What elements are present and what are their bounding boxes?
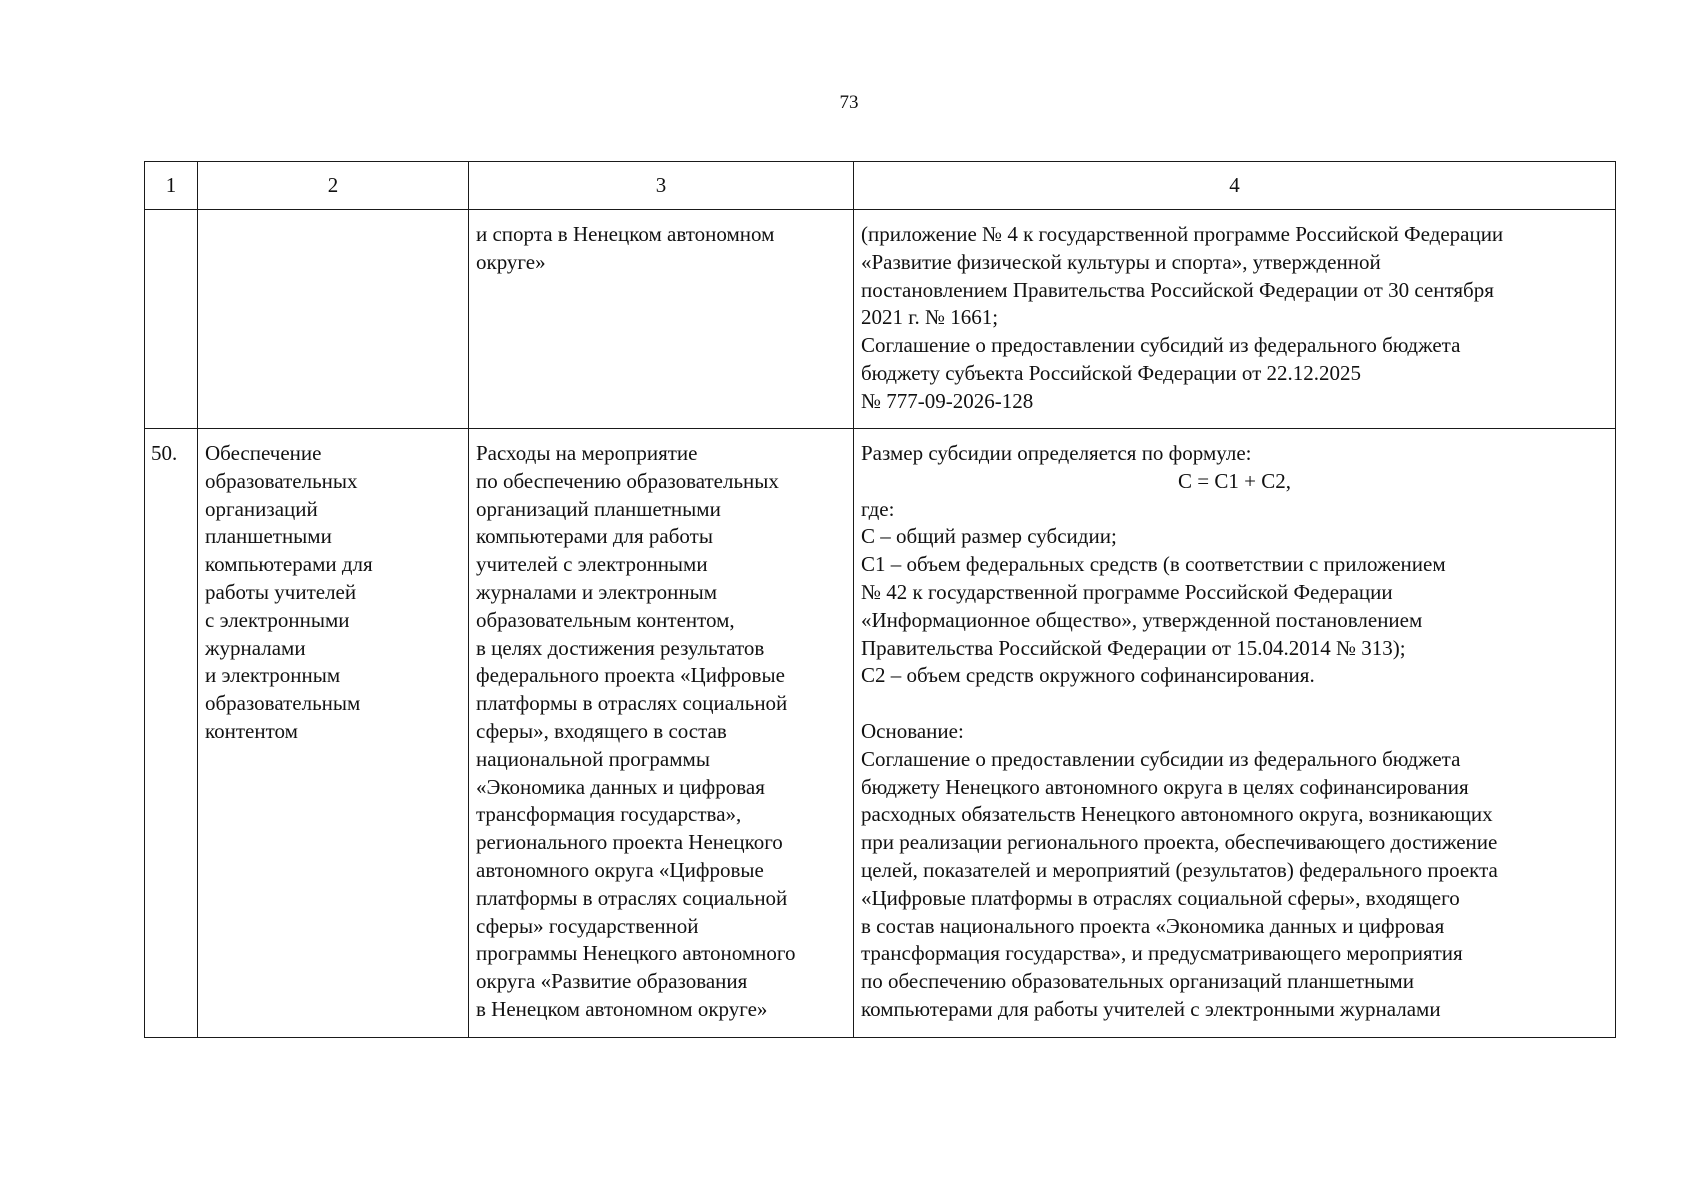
page-number: 73 [839,92,859,113]
row-number [145,210,197,221]
table-row [145,429,1616,1038]
header-col-4: 4 [854,162,1616,210]
row-number-cell [145,210,198,429]
formula-intro: Размер субсидии определяется по формуле: [861,441,1252,465]
expense-description: Расходы на мероприятие по обеспечению образовательных организаций планшетными компьютерами для работы учителей с электронными журналами и электронным образовательным контентом, в целях достижения результатов федерального проекта «Цифровые платформы в отраслях социальной сферы», входящего в состав национальной программы «Экономика данных и цифровая трансформация государства», регионального проекта Ненецкого автономного округа «Цифровые платформы в отраслях социальной сферы» государственной программы Ненецкого автономного округа «Развитие образования в Ненецком автономном округе» [476,441,796,1021]
event-name-cell [198,429,469,1038]
table-header-row [145,162,1616,210]
expense-description: и спорта в Ненецком автономном округе» [476,222,775,274]
calculation-basis: (приложение № 4 к государственной программе Российской Федерации «Развитие физической культуры и спорта», утвержденной постановлением Правительства Российской Федерации от 30 сентября 2021 г. № 1661; Соглашение о предоставлении субсидий из федерального бюджета бюджету субъекта Российской Федерации от 22.12.2025 № 777-09-2026-128 [861,222,1504,413]
header-col-3: 3 [469,162,854,210]
formula-explanation: где: С – общий размер субсидии; С1 – объем федеральных средств (в соответствии с приложением № 42 к государственной программе Российской Федерации «Информационное общество», утвержденной постановлением Правительства Российской Федерации от 15.04.2014 № 313); С2 – объем средств окружного софинансирования. Основание: Соглашение о предоставлении субсидии из федерального бюджета бюджету Ненецкого автономного округа в целях софинансирования расходных обязательств Ненецкого автономного округа, возникающих при реализации регионального проекта, обеспечивающего достижение целей, показателей и мероприятий (результатов) федерального проекта «Цифровые платформы в отраслях социальной сферы», входящего в состав национального проекта «Экономика данных и цифровая трансформация государства», и предусматривающего мероприятия по обеспечению образовательных организаций планшетными компьютерами для работы учителей с электронными журналами [861,496,1498,1021]
calculation-basis [854,429,1615,1034]
row-number: 50. [151,441,178,465]
table-row [145,210,1616,429]
event-name [198,210,468,231]
formula: С = С1 + С2, [1178,468,1291,493]
header-col-2: 2 [198,162,469,210]
event-name-cell [198,210,469,429]
document-table [144,161,1616,1038]
event-name: Обеспечение образовательных организаций планшетными компьютерами для работы учителей с электронными журналами и электронным образовательным контентом [205,441,373,743]
calculation-basis-cell [854,210,1616,429]
expense-description-cell [469,210,854,429]
calculation-basis-cell [854,429,1616,1038]
expense-description-cell [469,429,854,1038]
header-col-1: 1 [145,162,198,210]
row-number-cell [145,429,198,1038]
